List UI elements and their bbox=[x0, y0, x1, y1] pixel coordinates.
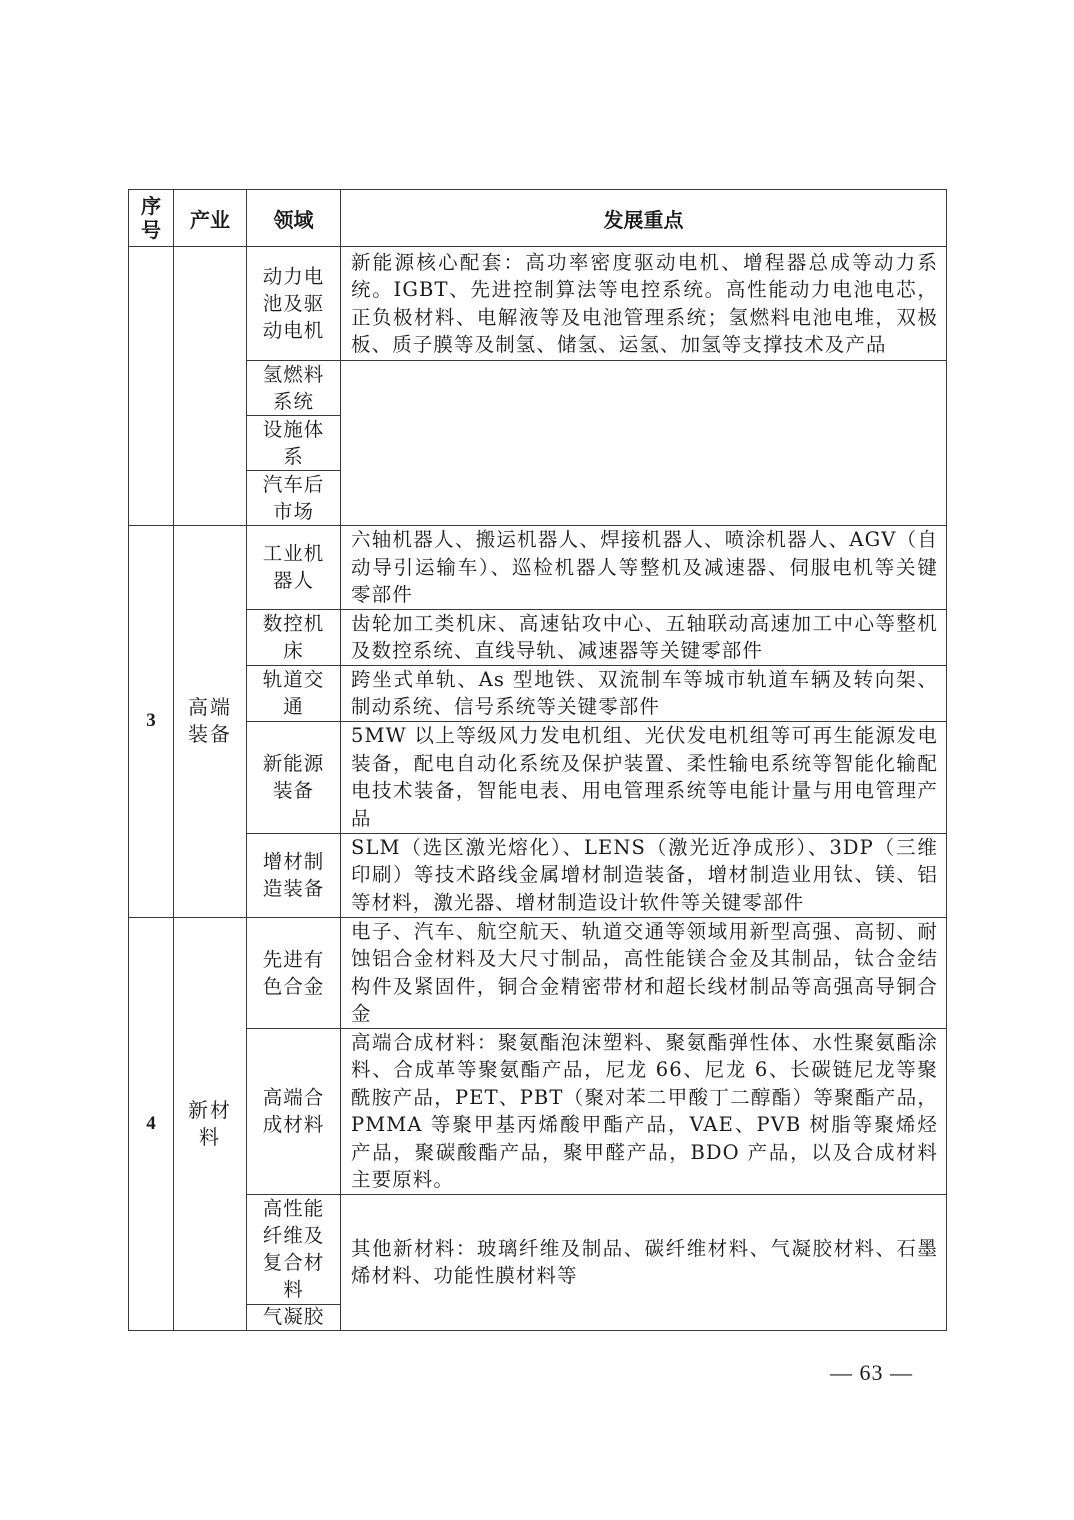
table-row bbox=[129, 833, 947, 917]
field-cell: 气凝胶 bbox=[247, 1304, 341, 1330]
focus-cell: 六轴机器人、搬运机器人、焊接机器人、喷涂机器人、AGV（自动导引运输车）、巡检机器人等整机及减速器、伺服电机等关键零部件 bbox=[341, 526, 947, 610]
focus-cell: 5MW 以上等级风力发电机组、光伏发电机组等可再生能源发电装备，配电自动化系统及保护装置、柔性输电系统等智能化输配电技术装备，智能电表、用电管理系统等电能计量与用电管理产品 bbox=[341, 721, 947, 833]
header-industry: 产业 bbox=[174, 190, 247, 247]
field-cell: 增材制造装备 bbox=[247, 833, 341, 917]
header-focus: 发展重点 bbox=[341, 190, 947, 247]
table-row bbox=[129, 1194, 947, 1304]
field-cell: 氢燃料系统 bbox=[247, 361, 341, 416]
header-row bbox=[129, 190, 947, 247]
header-field: 领域 bbox=[247, 190, 341, 247]
field-cell: 数控机床 bbox=[247, 609, 341, 665]
table-row bbox=[129, 247, 947, 361]
field-cell: 汽车后市场 bbox=[247, 471, 341, 526]
industry-cell: 高端装备 bbox=[174, 526, 247, 918]
table-row bbox=[129, 609, 947, 665]
field-cell: 先进有色合金 bbox=[247, 917, 341, 1028]
field-cell: 设施体系 bbox=[247, 416, 341, 471]
table-row bbox=[129, 1028, 947, 1194]
focus-cell: 新能源核心配套：高功率密度驱动电机、增程器总成等动力系统。IGBT、先进控制算法等电控系统。高性能动力电池电芯，正负极材料、电解液等及电池管理系统；氢燃料电池电堆，双极板、质子膜等及制氢、储氢、运氢、加氢等支撑技术及产品 bbox=[341, 247, 947, 361]
seq-cell: 3 bbox=[129, 526, 174, 918]
table-row bbox=[129, 361, 947, 416]
field-cell: 轨道交通 bbox=[247, 665, 341, 721]
page-number: — 63 — bbox=[830, 1360, 913, 1385]
focus-cell: 齿轮加工类机床、高速钻攻中心、五轴联动高速加工中心等整机及数控系统、直线导轨、减速器等关键零部件 bbox=[341, 609, 947, 665]
field-cell: 新能源装备 bbox=[247, 721, 341, 833]
industry-cell: 新材料 bbox=[174, 917, 247, 1330]
focus-cell: 电子、汽车、航空航天、轨道交通等领域用新型高强、高韧、耐蚀铝合金材料及大尺寸制品，高性能镁合金及其制品，钛合金结构件及紧固件，铜合金精密带材和超长线材制品等高强高导铜合金 bbox=[341, 917, 947, 1028]
seq-cell: 4 bbox=[129, 917, 174, 1330]
header-seq: 序号 bbox=[129, 190, 174, 247]
industry-focus-table bbox=[128, 189, 947, 1331]
table-row bbox=[129, 917, 947, 1028]
field-cell: 高端合成材料 bbox=[247, 1028, 341, 1194]
field-cell: 动力电池及驱动电机 bbox=[247, 247, 341, 361]
table-row bbox=[129, 665, 947, 721]
focus-cell: 高端合成材料：聚氨酯泡沫塑料、聚氨酯弹性体、水性聚氨酯涂料、合成革等聚氨酯产品，尼龙 66、尼龙 6、长碳链尼龙等聚酰胺产品，PET、PBT（聚对苯二甲酸丁二醇酯）等聚酯产品，PMMA 等聚甲基丙烯酸甲酯产品，VAE、PVB 树脂等聚烯烃产品，聚碳酸酯产品，聚甲醛产品，BDO 产品，以及合成材料主要原料。 bbox=[341, 1028, 947, 1194]
focus-cell bbox=[341, 361, 947, 526]
focus-cell: 其他新材料：玻璃纤维及制品、碳纤维材料、气凝胶材料、石墨烯材料、功能性膜材料等 bbox=[341, 1194, 947, 1330]
focus-cell: 跨坐式单轨、As 型地铁、双流制车等城市轨道车辆及转向架、制动系统、信号系统等关键零部件 bbox=[341, 665, 947, 721]
table-row bbox=[129, 526, 947, 610]
field-cell: 工业机器人 bbox=[247, 526, 341, 610]
table-row bbox=[129, 721, 947, 833]
industry-cell-empty bbox=[174, 247, 247, 526]
focus-cell: SLM（选区激光熔化）、LENS（激光近净成形）、3DP（三维印刷）等技术路线金属增材制造装备，增材制造业用钛、镁、铝等材料，激光器、增材制造设计软件等关键零部件 bbox=[341, 833, 947, 917]
seq-cell-empty bbox=[129, 247, 174, 526]
field-cell: 高性能纤维及复合材料 bbox=[247, 1194, 341, 1304]
